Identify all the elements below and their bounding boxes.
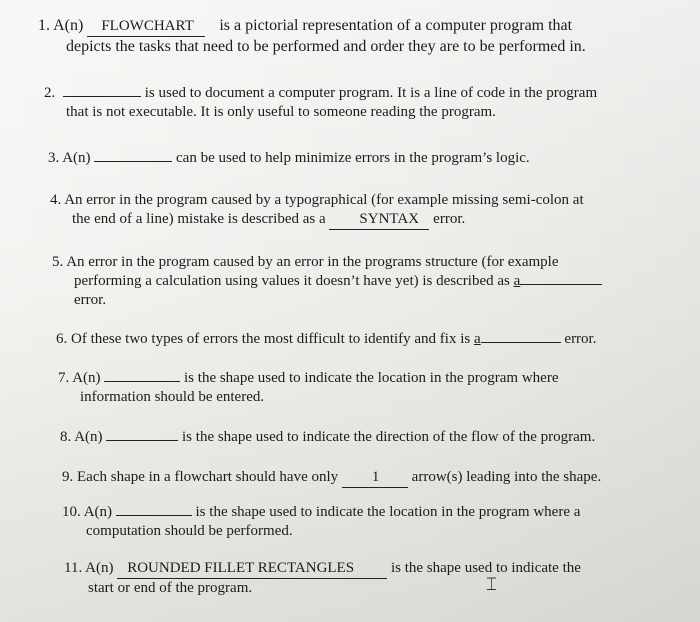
question-number: 9. — [62, 469, 74, 485]
answer-blank[interactable] — [481, 342, 561, 343]
answer-blank[interactable] — [94, 161, 172, 162]
answer-text: ROUNDED FILLET RECTANGLES — [127, 560, 355, 576]
question-8 — [60, 428, 595, 447]
question-text: error. — [74, 292, 107, 308]
question-text: Of these two types of errors the most difficult to identify and fix is — [71, 331, 471, 347]
answer-blank[interactable] — [106, 440, 178, 441]
question-text: information should be entered. — [80, 389, 265, 405]
question-number: 3. — [48, 150, 60, 166]
question-number: 4. — [50, 192, 62, 208]
question-text: is used to document a computer program. It is a line of code in the program — [144, 85, 598, 101]
question-text: depicts the tasks that need to be performed and order they are to be performed in. — [66, 38, 586, 55]
answer-text: 1 — [371, 469, 380, 485]
question-text: is a pictorial representation of a computer program that — [219, 17, 573, 34]
question-text: is the shape used to indicate the — [390, 560, 581, 576]
question-4 — [50, 191, 584, 230]
question-number: 7. — [58, 370, 70, 386]
question-10 — [62, 503, 580, 541]
question-text: A(n) — [85, 560, 114, 576]
question-text: can be used to help minimize errors in the program’s logic. — [176, 150, 530, 166]
question-text: error. — [564, 331, 597, 347]
answer-blank[interactable] — [329, 210, 429, 230]
question-text: is the shape used to indicate the direction of the flow of the program. — [182, 429, 596, 445]
question-number: 2. — [44, 85, 56, 101]
answer-blank[interactable] — [117, 559, 387, 579]
question-number: 11. — [64, 560, 83, 576]
question-number: 5. — [52, 254, 64, 270]
question-number: 6. — [56, 331, 68, 347]
question-text: A(n) — [72, 370, 101, 386]
question-5 — [52, 253, 602, 310]
text-cursor-icon: ⌶ — [486, 574, 497, 595]
question-text: A(n) — [74, 429, 103, 445]
question-text: An error in the program caused by an error in the programs structure (for example — [66, 254, 559, 270]
question-7 — [58, 369, 558, 407]
question-11 — [64, 559, 581, 598]
question-text: that is not executable. It is only useful to someone reading the program. — [66, 104, 496, 120]
question-text: the end of a line) mistake is described as a — [72, 211, 326, 227]
answer-blank[interactable] — [520, 284, 602, 285]
question-1 — [38, 16, 586, 57]
question-text: A(n) — [53, 17, 84, 34]
answer-blank[interactable] — [104, 381, 180, 382]
question-2 — [44, 84, 597, 122]
question-text: Each shape in a flowchart should have only — [77, 469, 339, 485]
question-9 — [62, 468, 601, 488]
article-text: a — [513, 273, 521, 289]
question-number: 10. — [62, 504, 81, 520]
question-text: An error in the program caused by a typographical (for example missing semi-colon at — [64, 192, 584, 208]
answer-blank[interactable] — [63, 96, 141, 97]
question-3 — [48, 149, 530, 168]
answer-blank[interactable] — [342, 468, 408, 488]
question-text: A(n) — [62, 150, 91, 166]
question-text: is the shape used to indicate the location in the program where a — [195, 504, 581, 520]
answer-blank[interactable] — [116, 515, 192, 516]
question-text: computation should be performed. — [86, 523, 293, 539]
question-number: 8. — [60, 429, 72, 445]
question-text: start or end of the program. — [88, 580, 253, 596]
question-text: arrow(s) leading into the shape. — [411, 469, 602, 485]
answer-text: FLOWCHART — [101, 18, 194, 34]
question-text: A(n) — [83, 504, 113, 520]
question-text: error. — [433, 211, 466, 227]
question-text: is the shape used to indicate the location in the program where — [184, 370, 559, 386]
answer-text: SYNTAX — [359, 211, 420, 227]
question-6 — [56, 330, 596, 349]
question-text: performing a calculation using values it doesn’t have yet) is described as — [74, 273, 510, 289]
answer-blank[interactable] — [87, 16, 205, 37]
article-text: a — [473, 331, 481, 347]
question-number: 1. — [38, 17, 50, 34]
